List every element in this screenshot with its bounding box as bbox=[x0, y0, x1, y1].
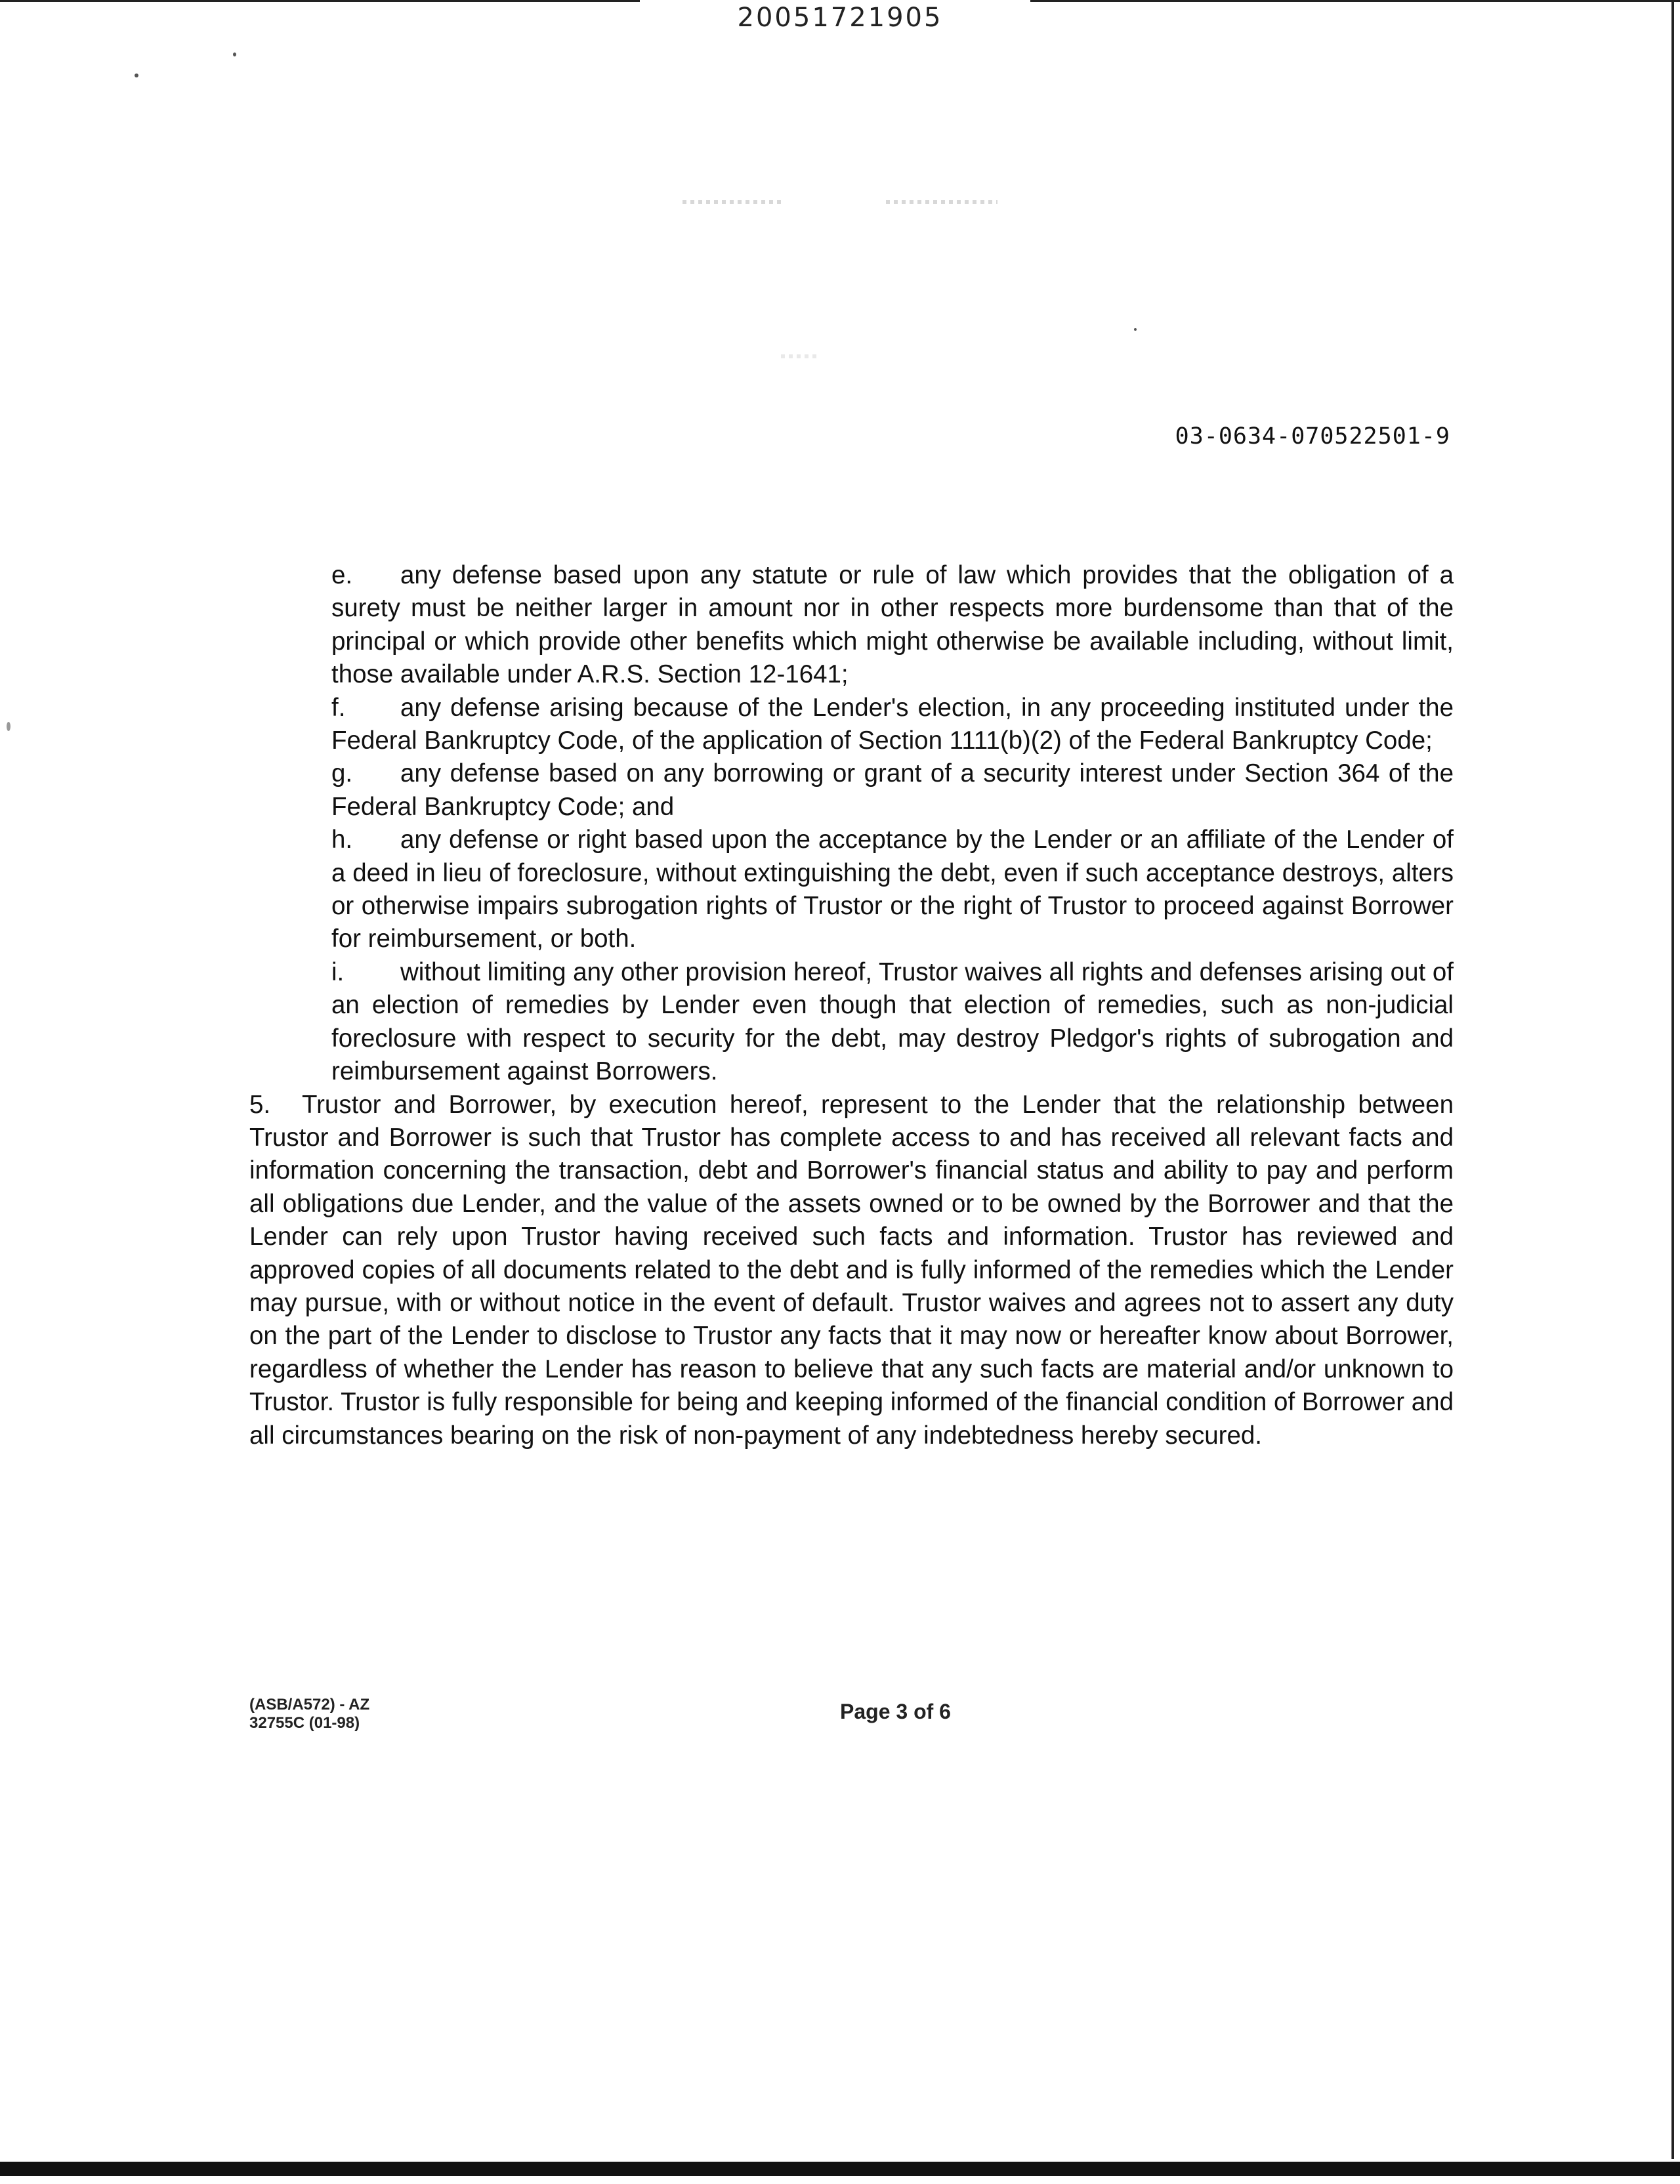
document-id: 03-0634-070522501-9 bbox=[1175, 423, 1450, 450]
scan-border-top-right bbox=[1030, 0, 1680, 2]
clause-text: any defense or right based upon the acceptance by the Lender or an affiliate of the Lender of a deed in lieu of foreclosure, without extinguishing the debt, even if such acceptance destroys, alters or otherwise impairs subrogation rights of Trustor or the right of Trustor to proceed against Borrower for reimbursement, or both. bbox=[331, 826, 1454, 954]
clause-text: any defense based upon any statute or rule of law which provides that the obligation of a surety must be neither larger in amount nor in other respects more burdensome than that of the principal or which provide other benefits which might otherwise be available including, without limit, those available under A.R.S. Section 12-1641; bbox=[331, 561, 1454, 689]
scan-speck bbox=[233, 52, 236, 56]
clause-marker: 5. bbox=[249, 1090, 271, 1119]
clause-marker: i. bbox=[331, 957, 345, 986]
form-code bbox=[249, 1696, 369, 1732]
clause-marker: f. bbox=[331, 693, 346, 722]
page-number: Page 3 of 6 bbox=[840, 1700, 951, 1723]
faint-stamp-mark bbox=[781, 354, 820, 358]
clause-marker: h. bbox=[331, 826, 353, 854]
recording-number: 20051721905 bbox=[737, 3, 943, 33]
clause-e bbox=[331, 559, 1454, 692]
clause-5 bbox=[249, 1089, 1454, 1452]
form-code-line: (ASB/A572) - AZ bbox=[249, 1696, 370, 1713]
form-code-line: 32755C (01-98) bbox=[249, 1714, 360, 1732]
scan-speck bbox=[135, 74, 138, 77]
clause-text: without limiting any other provision hereof, Trustor waives all rights and defenses arising out of an election of remedies by Lender even though that election of remedies, such as non-judicial foreclosure with respect to security for the debt, may destroy Pledgor's rights of subrogation and reimbursement against Borrowers. bbox=[331, 957, 1454, 1086]
document-body bbox=[249, 559, 1454, 1452]
scan-border-top-left bbox=[0, 0, 640, 2]
clause-i bbox=[331, 956, 1454, 1089]
scan-border-bottom bbox=[0, 2162, 1680, 2176]
clause-g bbox=[331, 757, 1454, 824]
clause-text: Trustor and Borrower, by execution hereof, represent to the Lender that the relationship between Trustor and Borrower is such that Trustor has complete access to and has received all relevant facts and information concerning the transaction, debt and Borrower's financial status and ability to pay and perform all obligations due Lender, and the value of the assets owned or to be owned by the Borrower and that the Lender can rely upon Trustor having received such facts and information. Trustor has reviewed and approved copies of all documents related to the debt and is fully informed of the remedies which the Lender may pursue, with or without notice in the event of default. Trustor waives and agrees not to assert any duty on the part of the Lender to disclose to Trustor any facts that it may now or hereafter know about Borrower, regardless of whether the Lender has reason to believe that any such facts are material and/or unknown to Trustor. Trustor is fully responsible for being and keeping informed of the financial condition of Borrower and all circumstances bearing on the risk of non-payment of any indebtedness hereby secured. bbox=[249, 1090, 1454, 1450]
scan-border-bottom-strip bbox=[0, 2176, 1680, 2184]
clause-marker: g. bbox=[331, 759, 353, 788]
clause-f bbox=[331, 692, 1454, 758]
clause-text: any defense arising because of the Lender's election, in any proceeding instituted under the Federal Bankruptcy Code, of the application of Section 1111(b)(2) of the Federal Bankruptcy Code; bbox=[331, 693, 1454, 755]
faint-stamp-mark bbox=[886, 200, 998, 204]
scan-speck bbox=[1134, 328, 1137, 331]
faint-stamp-mark bbox=[682, 200, 781, 204]
clause-h bbox=[331, 824, 1454, 956]
scan-border-right bbox=[1671, 0, 1674, 2159]
scan-speck bbox=[7, 722, 10, 731]
clause-text: any defense based on any borrowing or grant of a security interest under Section 364 of the Federal Bankruptcy Code; and bbox=[331, 759, 1454, 821]
clause-marker: e. bbox=[331, 561, 353, 589]
